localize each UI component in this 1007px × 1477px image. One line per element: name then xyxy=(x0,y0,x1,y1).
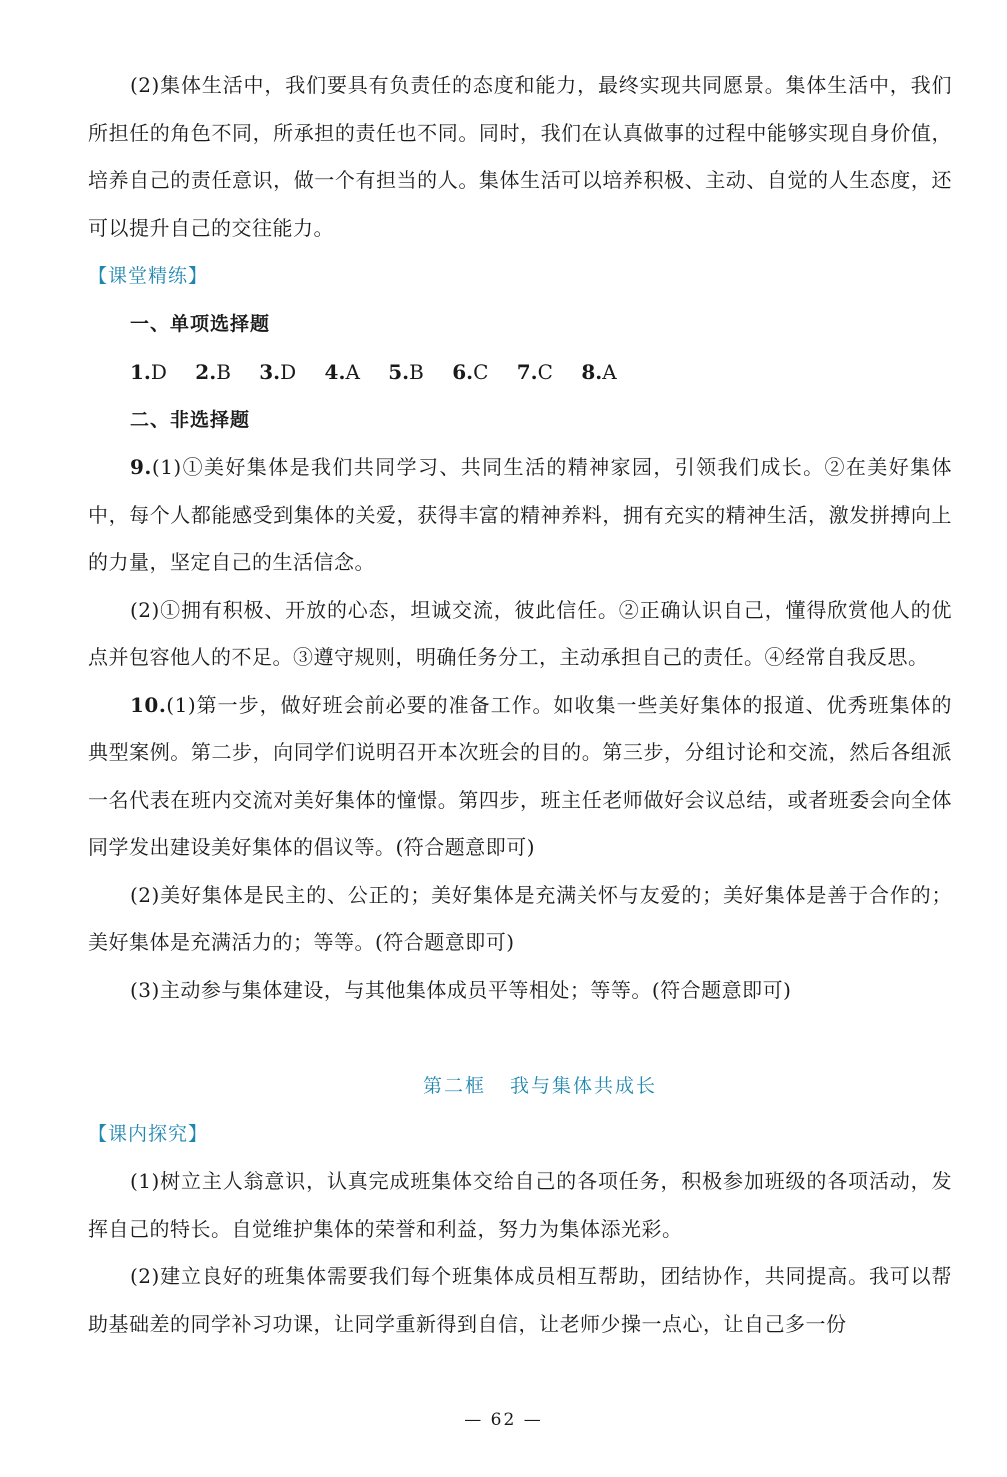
page-number: — 62 — xyxy=(464,1410,543,1430)
answer-letter: A xyxy=(345,360,360,384)
answer-item xyxy=(517,360,553,384)
answer-item xyxy=(452,360,488,384)
answer-letter: B xyxy=(216,360,231,384)
answer-letter: D xyxy=(150,360,167,384)
answer-number: 7. xyxy=(516,360,538,384)
question-9-part-2: (2)①拥有积极、开放的心态，坦诚交流，彼此信任。②正确认识自己，懂得欣赏他人的优点并包容他人的不足。③遵守规则，明确任务分工，主动承担自己的责任。④经常自我反思。 xyxy=(88,597,952,669)
heading-in-class-exploration: 【课内探究】 xyxy=(88,1123,209,1145)
heading-single-choice: 一、单项选择题 xyxy=(130,313,271,335)
answer-item xyxy=(259,360,296,384)
answer-number: 4. xyxy=(324,360,346,384)
heading-class-practice: 【课堂精练】 xyxy=(88,265,209,287)
answer-number: 3. xyxy=(259,360,281,384)
answer-item xyxy=(195,360,231,384)
answer-item xyxy=(130,360,167,384)
answer-item xyxy=(325,360,360,384)
answer-letter: B xyxy=(409,360,424,384)
question-number: 10. xyxy=(130,692,167,717)
answer-number: 6. xyxy=(452,360,474,384)
answer-item xyxy=(388,360,424,384)
question-number: 9. xyxy=(130,455,152,479)
answer-letter: A xyxy=(602,360,617,384)
section-title xyxy=(88,1062,952,1110)
question-10-part-3: (3)主动参与集体建设，与其他集体成员平等相处；等等。(符合题意即可) xyxy=(130,977,792,1002)
document-page xyxy=(88,62,952,1348)
paragraph-explore-2: (2)建立良好的班集体需要我们每个班集体成员相互帮助，团结协作，共同提高。我可以帮助基础差的同学补习功课，让同学重新得到自信，让老师少操一点心，让自己多一份 xyxy=(88,1264,952,1336)
section-title-text: 我与集体共成长 xyxy=(510,1075,658,1097)
answer-key-list xyxy=(88,348,952,396)
answer-number: 8. xyxy=(581,360,603,384)
question-10-part-1-text: (1)第一步，做好班会前必要的准备工作。如收集一些美好集体的报道、优秀班集体的典型案例。第二步，向同学们说明召开本次班会的目的。第三步，分组讨论和交流，然后各组派一名代表在班内交流对美好集体的憧憬。第四步，班主任老师做好会议总结，或者班委会向全体同学发出建设美好集体的倡议等。(符合题意即可) xyxy=(88,692,952,859)
answer-number: 1. xyxy=(130,360,151,384)
question-9-part-1-text: (1)①美好集体是我们共同学习、共同生活的精神家园，引领我们成长。②在美好集体中，每个人都能感受到集体的关爱，获得丰富的精神养料，拥有充实的精神生活，激发拼搏向上的力量，坚定自己的生活信念。 xyxy=(88,455,952,574)
question-10-part-2: (2)美好集体是民主的、公正的；美好集体是充满关怀与友爱的；美好集体是善于合作的；美好集体是充满活力的；等等。(符合题意即可) xyxy=(88,882,952,954)
answer-letter: C xyxy=(537,360,553,384)
answer-item xyxy=(581,360,616,384)
paragraph-explore-1: (1)树立主人翁意识，认真完成班集体交给自己的各项任务，积极参加班级的各项活动，发挥自己的特长。自觉维护集体的荣誉和利益，努力为集体添光彩。 xyxy=(88,1169,952,1241)
section-title-number: 第二框 xyxy=(422,1075,486,1097)
section-spacer xyxy=(88,1014,952,1062)
heading-non-choice: 二、非选择题 xyxy=(130,409,251,431)
answer-letter: C xyxy=(473,360,489,384)
answer-letter: D xyxy=(280,360,297,384)
question-10-part-1 xyxy=(88,682,952,872)
answer-number: 2. xyxy=(195,360,217,384)
answer-number: 5. xyxy=(388,360,410,384)
question-9-part-1 xyxy=(88,444,952,587)
paragraph-collective-responsibility: (2)集体生活中，我们要具有负责任的态度和能力，最终实现共同愿景。集体生活中，我们所担任的角色不同，所承担的责任也不同。同时，我们在认真做事的过程中能够实现自身价值，培养自己的责任意识，做一个有担当的人。集体生活可以培养积极、主动、自觉的人生态度，还可以提升自己的交往能力。 xyxy=(88,73,952,240)
